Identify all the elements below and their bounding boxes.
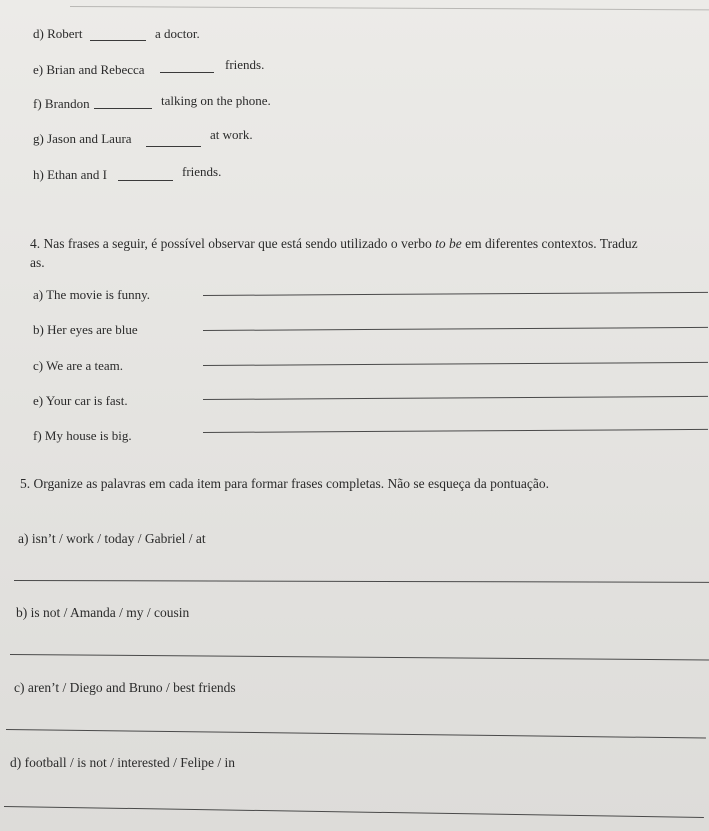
fill-item-g-before: g) Jason and Laura bbox=[33, 131, 132, 146]
answer-line-4f bbox=[203, 429, 708, 433]
fill-item-d-before: d) Robert bbox=[33, 26, 83, 41]
fill-item-e-after: friends. bbox=[225, 57, 265, 72]
fill-item-g-after: at work. bbox=[210, 127, 253, 142]
question-4-text-part2: em diferentes contextos. Traduz bbox=[461, 236, 638, 251]
answer-line-4c bbox=[203, 362, 708, 366]
question-4-item-f: f) My house is big. bbox=[33, 428, 132, 443]
question-5-item-b: b) is not / Amanda / my / cousin bbox=[16, 605, 190, 620]
question-4-item-a: a) The movie is funny. bbox=[33, 287, 150, 302]
question-4-item-b: b) Her eyes are blue bbox=[33, 322, 138, 337]
fill-item-e-blank bbox=[160, 72, 214, 73]
question-4-item-e: e) Your car is fast. bbox=[33, 393, 128, 408]
question-4-text-em: to be bbox=[435, 236, 462, 251]
answer-line-5b bbox=[10, 654, 709, 660]
fill-item-f-blank bbox=[94, 108, 152, 109]
fill-item-h-before: h) Ethan and I bbox=[33, 167, 108, 182]
answer-line-4b bbox=[203, 327, 708, 331]
answer-line-4e bbox=[203, 396, 708, 400]
fill-item-e-before: e) Brian and Rebecca bbox=[33, 62, 145, 77]
fill-item-g-blank bbox=[146, 146, 201, 147]
answer-line-4a bbox=[203, 292, 708, 296]
fill-item-d-after: a doctor. bbox=[155, 26, 200, 41]
fill-item-h-blank bbox=[118, 180, 173, 181]
answer-line-5a bbox=[14, 580, 709, 583]
answer-line-5c bbox=[6, 729, 706, 739]
fill-item-f-after: talking on the phone. bbox=[161, 93, 271, 108]
question-4-item-c: c) We are a team. bbox=[33, 358, 124, 373]
page-top-rule bbox=[70, 6, 709, 10]
question-5-item-a: a) isn’t / work / today / Gabriel / at bbox=[18, 531, 206, 546]
fill-item-h-after: friends. bbox=[182, 164, 222, 179]
question-4-line-2: as. bbox=[30, 255, 45, 270]
fill-item-f-before: f) Brandon bbox=[33, 96, 90, 111]
question-4-line-1 bbox=[30, 236, 638, 252]
fill-item-d-blank bbox=[90, 40, 146, 41]
question-5-item-c: c) aren’t / Diego and Bruno / best friends bbox=[14, 680, 236, 695]
question-4-text-part1: 4. Nas frases a seguir, é possível observar que está sendo utilizado o verbo bbox=[30, 236, 436, 251]
question-5-text: 5. Organize as palavras em cada item para formar frases completas. Não se esqueça da pontuação. bbox=[20, 476, 550, 491]
answer-line-5d bbox=[4, 806, 704, 818]
question-5-item-d: d) football / is not / interested / Felipe / in bbox=[10, 755, 235, 770]
